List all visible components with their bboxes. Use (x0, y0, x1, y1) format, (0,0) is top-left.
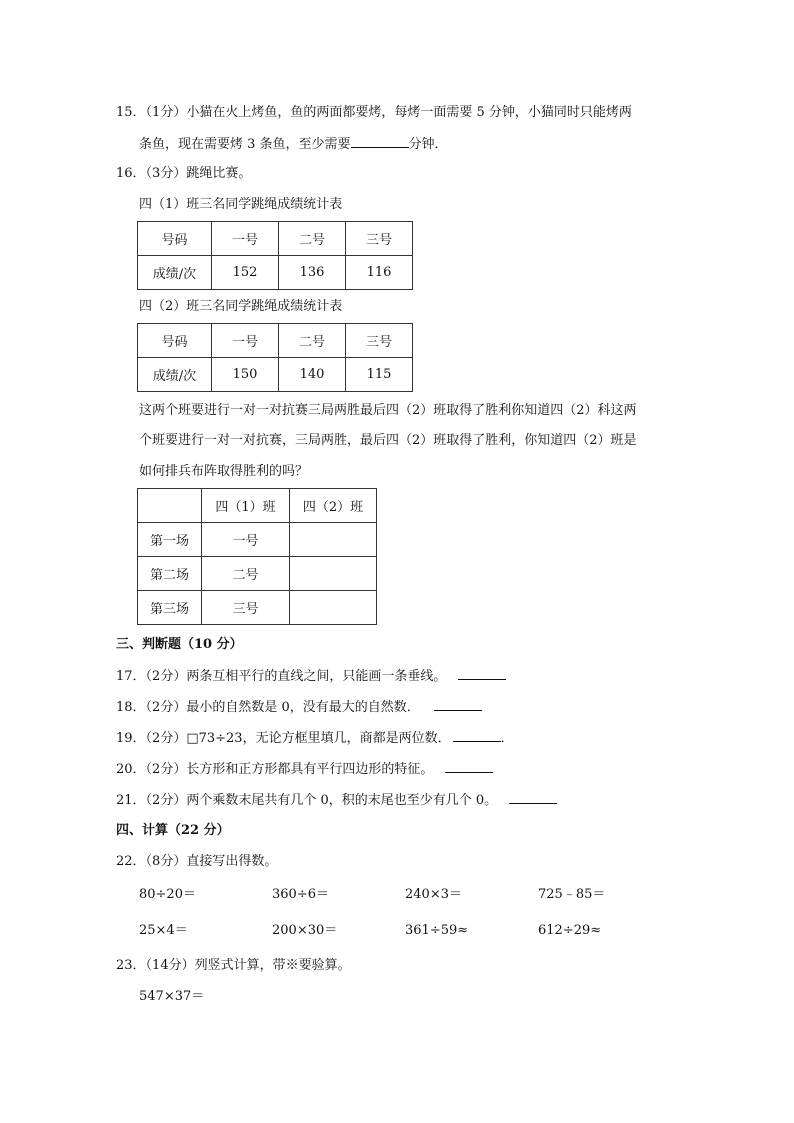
table-cell: 三号 (346, 222, 413, 256)
answer-cell[interactable] (290, 557, 377, 591)
q19-answer-blank[interactable] (453, 729, 501, 742)
section4-title: 四、计算（22 分） (116, 823, 230, 838)
calc-item: 240×3＝ (405, 887, 462, 902)
q18 (116, 698, 482, 717)
section3-title: 三、判断题（10 分） (116, 637, 243, 652)
q16-stem: 16．（3分）跳绳比赛。 (116, 166, 252, 181)
table-cell: 四（1）班 (202, 489, 290, 523)
q16-para-line2: 个班要进行一对一对抗赛，三局两胜，最后四（2）班取得了胜利，你知道四（2）班是 (139, 433, 637, 448)
q17-answer-blank[interactable] (458, 667, 506, 680)
table-cell: 号码 (138, 222, 212, 256)
table-cell: 第三场 (138, 591, 202, 625)
table-cell: 二号 (279, 222, 346, 256)
calc-item: 360÷6＝ (272, 887, 329, 902)
calc-item: 25×4＝ (139, 923, 188, 938)
q19-tail: ． (500, 731, 514, 746)
table-cell: 116 (346, 256, 413, 290)
q21-answer-blank[interactable] (509, 791, 557, 804)
q23-stem: 23．（14分）列竖式计算，带※要验算。 (116, 958, 351, 973)
q15-line2-tail: 分钟． (408, 137, 448, 152)
table-cell: 115 (346, 358, 413, 392)
table2 (137, 323, 413, 392)
table-cell: 150 (212, 358, 279, 392)
calc-item: 612÷29≈ (538, 923, 602, 938)
table-cell: 成绩/次 (138, 358, 212, 392)
table-cell: 136 (279, 256, 346, 290)
q19-text: 19．（2分）□73÷23，无论方框里填几，商都是两位数． (116, 731, 451, 746)
table-cell: 二号 (279, 324, 346, 358)
answer-cell[interactable] (290, 591, 377, 625)
table-cell: 成绩/次 (138, 256, 212, 290)
q15-line2 (139, 135, 448, 154)
table3 (137, 488, 377, 625)
q17 (116, 667, 506, 686)
q21 (116, 791, 557, 810)
calc-item: 361÷59≈ (405, 923, 469, 938)
q20-text: 20．（2分）长方形和正方形都具有平行四边形的特征。 (116, 762, 434, 777)
q19 (116, 729, 514, 748)
q15-line2-text: 条鱼，现在需要烤 3 条鱼，至少需要 (139, 137, 351, 152)
table-row (138, 256, 413, 290)
table-row (138, 523, 377, 557)
table-cell: 152 (212, 256, 279, 290)
q18-text: 18．（2分）最小的自然数是 0，没有最大的自然数． (116, 700, 420, 715)
q20-answer-blank[interactable] (445, 760, 493, 773)
q15-line1: 15．（1分）小猫在火上烤鱼，鱼的两面都要烤，每烤一面需要 5 分钟，小猫同时只能烤两 (116, 105, 632, 120)
table-row (138, 358, 413, 392)
table-row (138, 557, 377, 591)
table-cell: 第二场 (138, 557, 202, 591)
answer-cell[interactable] (290, 523, 377, 557)
table-row (138, 489, 377, 523)
table-cell: 140 (279, 358, 346, 392)
q20 (116, 760, 493, 779)
q21-text: 21．（2分）两个乘数末尾共有几个 0，积的末尾也至少有几个 0。 (116, 793, 498, 808)
table-cell: 二号 (202, 557, 290, 591)
table-cell: 一号 (212, 222, 279, 256)
table-cell: 四（2）班 (290, 489, 377, 523)
q23-expression: 547×37＝ (139, 989, 205, 1004)
calc-item: 200×30＝ (272, 923, 338, 938)
calc-item: 80÷20＝ (139, 887, 196, 902)
table-cell: 一号 (212, 324, 279, 358)
table1-title: 四（1）班三名同学跳绳成绩统计表 (139, 197, 343, 212)
table-row (138, 324, 413, 358)
table-cell: 三号 (202, 591, 290, 625)
table-row (138, 222, 413, 256)
q16-para-line1: 这两个班要进行一对一对抗赛三局两胜最后四（2）班取得了胜利你知道四（2）科这两 (139, 403, 637, 418)
q17-text: 17．（2分）两条互相平行的直线之间，只能画一条垂线。 (116, 669, 447, 684)
table2-title: 四（2）班三名同学跳绳成绩统计表 (139, 299, 343, 314)
q22-stem: 22．（8分）直接写出得数。 (116, 854, 278, 869)
q18-answer-blank[interactable] (434, 698, 482, 711)
table-cell (138, 489, 202, 523)
table-cell: 第一场 (138, 523, 202, 557)
table-cell: 三号 (346, 324, 413, 358)
table-cell: 号码 (138, 324, 212, 358)
q15-answer-blank[interactable] (351, 135, 409, 148)
q16-para-line3: 如何排兵布阵取得胜利的吗？ (139, 464, 309, 479)
table-cell: 一号 (202, 523, 290, 557)
table1 (137, 221, 413, 290)
table-row (138, 591, 377, 625)
calc-item: 725﹣85＝ (538, 887, 606, 902)
